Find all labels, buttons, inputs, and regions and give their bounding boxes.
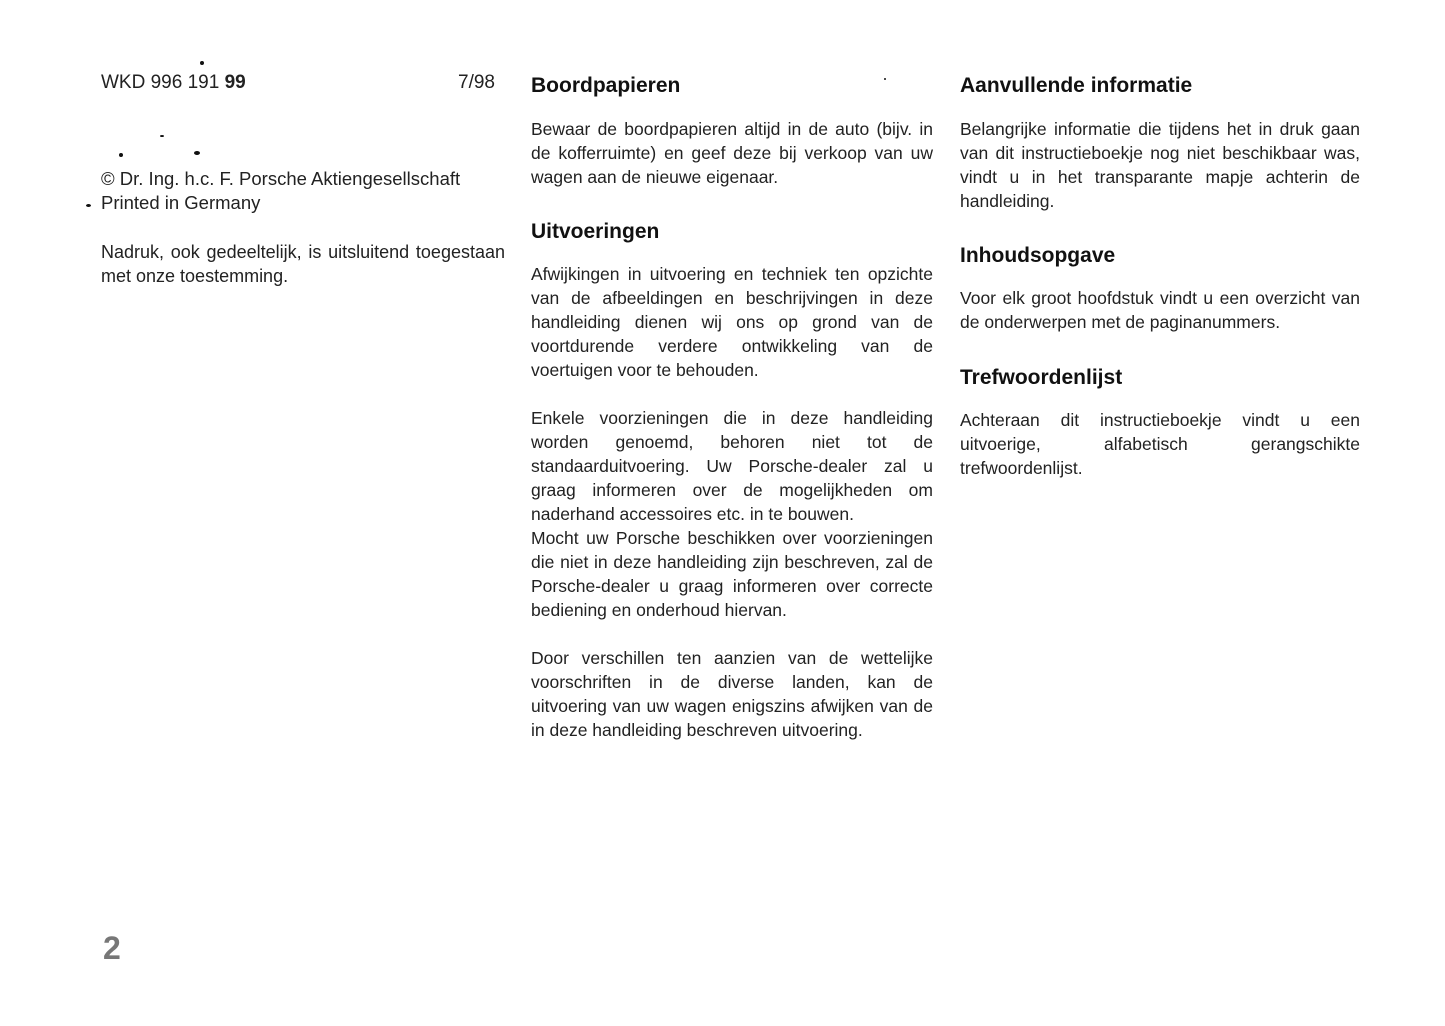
scan-speck	[194, 151, 200, 155]
heading-uitvoeringen: Uitvoeringen	[531, 220, 660, 243]
text-trefwoordenlijst: Achteraan dit instructieboekje vindt u een uitvoerige, alfabetisch gerangschikte trefwoordenlijst.	[960, 410, 1360, 478]
heading-trefwoordenlijst: Trefwoordenlijst	[960, 366, 1123, 389]
scan-speck	[200, 61, 204, 65]
scan-speck	[160, 135, 164, 137]
document-date: 7/98	[458, 72, 495, 93]
text-uitvoeringen-2: Enkele voorzieningen die in deze handleiding worden genoemd, behoren niet tot de standaarduitvoering. Uw Porsche-dealer zal u graag informeren over de mogelijkheden om naderhand accessoires etc. in te bouwen.	[531, 408, 933, 524]
heading-aanvullende-informatie: Aanvullende informatie	[960, 74, 1193, 97]
text-uitvoeringen-3: Mocht uw Porsche beschikken over voorzieningen die niet in deze handleiding zijn beschreven, zal de Porsche-dealer u graag informeren over correcte bediening en onderhoud hiervan.	[531, 528, 933, 620]
document-code-number: WKD 996 191	[101, 72, 220, 93]
reprint-notice: Nadruk, ook gedeeltelijk, is uitsluitend toegestaan met onze toestemming.	[101, 242, 505, 286]
text-uitvoeringen-4: Door verschillen ten aanzien van de wettelijke voorschriften in de diverse landen, kan de uitvoering van uw wagen enigszins afwijken van de in deze handleiding beschreven uitvoering.	[531, 648, 933, 740]
page-number: 2	[103, 930, 121, 966]
text-aanvullende-informatie: Belangrijke informatie die tijdens het in druk gaan van dit instructieboekje nog niet beschikbaar was, vindt u in het transparante mapje achterin de handleiding.	[960, 119, 1360, 211]
printed-in-line: Printed in Germany	[101, 192, 261, 213]
document-code	[101, 70, 246, 96]
heading-inhoudsopgave: Inhoudsopgave	[960, 244, 1116, 267]
scan-speck	[119, 153, 123, 157]
text-uitvoeringen-1: Afwijkingen in uitvoering en techniek ten opzichte van de afbeeldingen en beschrijvingen in deze handleiding dienen wij ons op grond van de voortdurende verdere ontwikkeling van de voertuigen voor te behouden.	[531, 264, 933, 380]
heading-boordpapieren: Boordpapieren	[531, 74, 681, 97]
scan-speck	[884, 78, 886, 80]
text-inhoudsopgave: Voor elk groot hoofdstuk vindt u een overzicht van de onderwerpen met de paginanummers.	[960, 288, 1360, 332]
scan-speck	[86, 204, 91, 207]
document-code-suffix: 99	[224, 72, 246, 93]
document-code-line	[101, 70, 495, 96]
copyright-line: © Dr. Ing. h.c. F. Porsche Aktiengesellschaft	[101, 168, 461, 189]
text-boordpapieren: Bewaar de boordpapieren altijd in de auto (bijv. in de kofferruimte) en geef deze bij verkoop van uw wagen aan de nieuwe eigenaar.	[531, 119, 933, 187]
